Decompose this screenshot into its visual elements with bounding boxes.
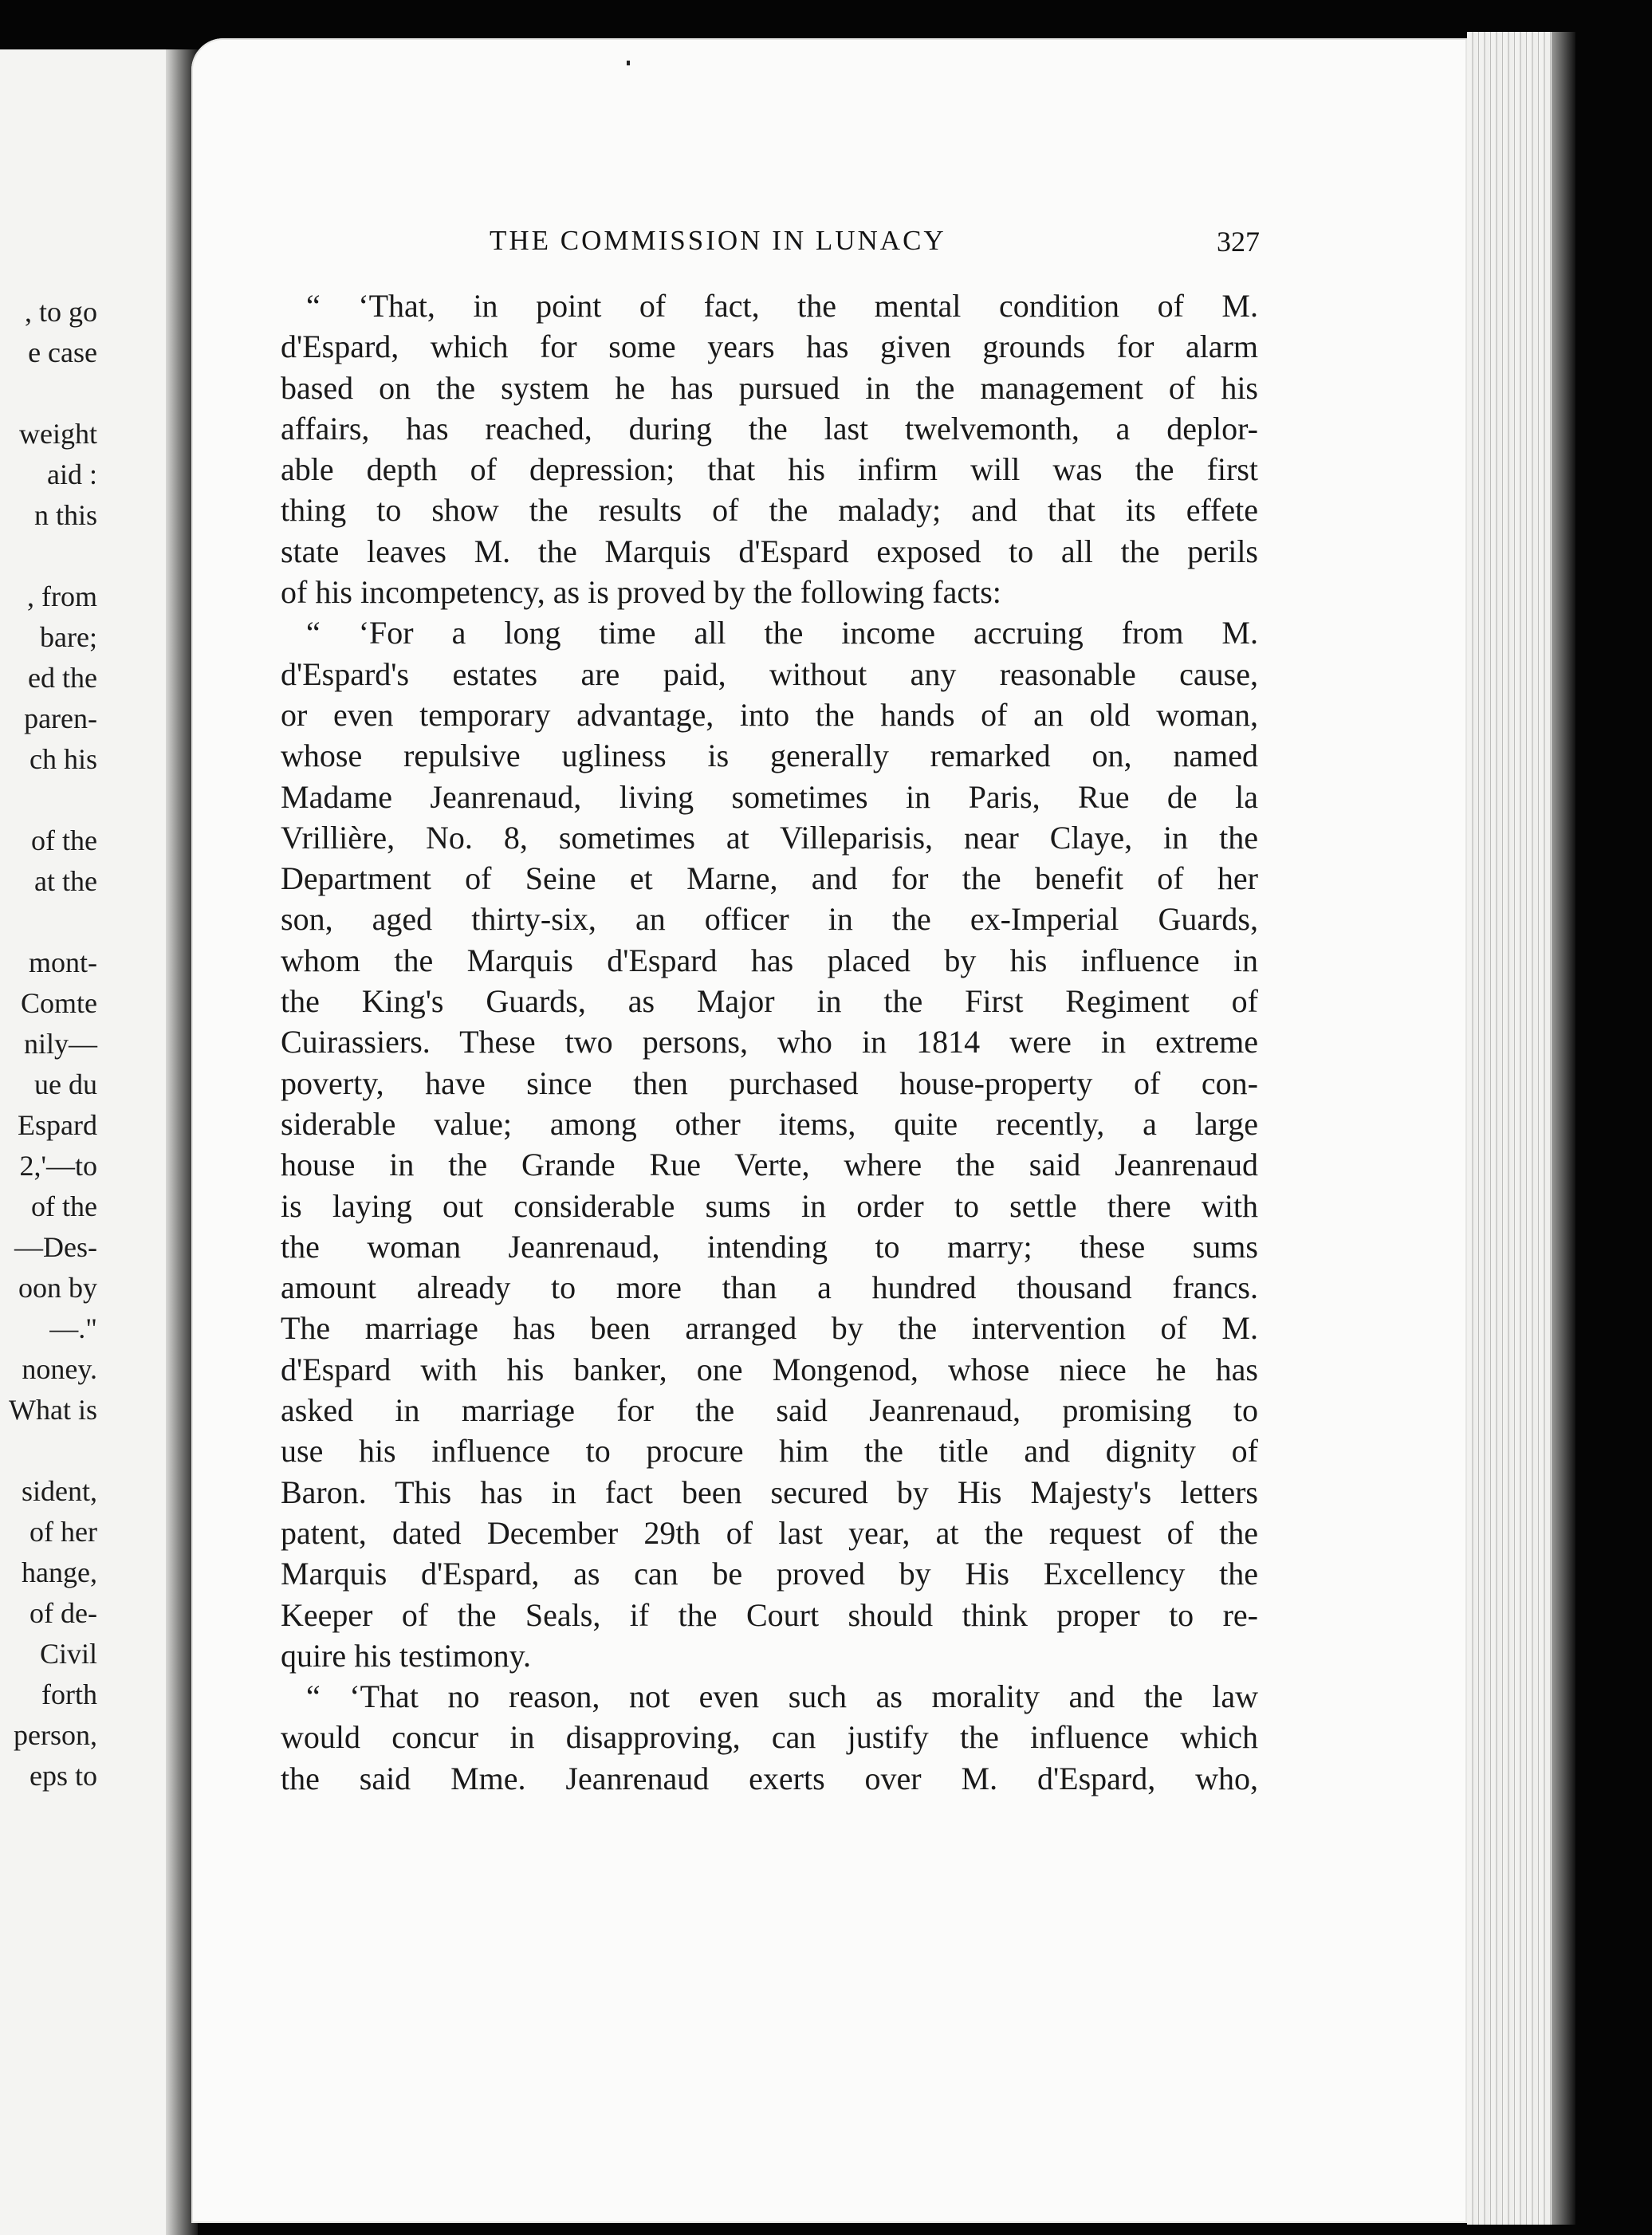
facing-line: , to go	[24, 296, 97, 328]
text-line: d'Espard with his banker, one Mongenod, whose niece he has	[281, 1351, 1258, 1387]
facing-page-left	[0, 49, 177, 2235]
text-line: whose repulsive ugliness is generally remarked on, named	[281, 738, 1258, 774]
facing-line: ue du	[34, 1068, 97, 1100]
facing-line: at the	[34, 865, 97, 897]
text-line: Keeper of the Seals, if the Court should think proper to re-	[281, 1596, 1258, 1633]
text-line: the woman Jeanrenaud, intending to marry; these sums	[281, 1228, 1258, 1265]
facing-line: ed the	[28, 662, 97, 694]
text-line: house in the Grande Rue Verte, where the said Jeanrenaud	[281, 1147, 1258, 1183]
facing-line: of the	[31, 824, 97, 856]
text-line: the said Mme. Jeanrenaud exerts over M. d'Espard, who,	[281, 1760, 1258, 1796]
text-line: Marquis d'Espard, as can be proved by His Excellency the	[281, 1556, 1258, 1592]
text-line: Baron. This has in fact been secured by His Majesty's letters	[281, 1474, 1258, 1510]
text-line: whom the Marquis d'Espard has placed by his influence in	[281, 942, 1258, 978]
text-line: or even temporary advantage, into the hands of an old woman,	[281, 696, 1258, 733]
facing-line: e case	[28, 336, 97, 368]
facing-line: sident,	[22, 1475, 97, 1507]
facing-line: , from	[27, 580, 97, 612]
text-line: is laying out considerable sums in order to settle there with	[281, 1187, 1258, 1224]
text-line: “ ‘For a long time all the income accruing from M.	[306, 615, 1258, 651]
facing-line: of her	[30, 1516, 97, 1548]
text-line: based on the system he has pursued in the management of his	[281, 369, 1258, 406]
text-line: Department of Seine et Marne, and for the benefit of her	[281, 860, 1258, 897]
text-line: The marriage has been arranged by the intervention of M.	[281, 1310, 1258, 1347]
text-line: the King's Guards, as Major in the First Regiment of	[281, 983, 1258, 1020]
body-text	[281, 285, 1258, 1799]
facing-line: bare;	[40, 621, 97, 653]
text-line: quire his testimony.	[281, 1637, 532, 1674]
page-number: 327	[1217, 226, 1260, 258]
text-line: Cuirassiers. These two persons, who in 1814 were in extreme	[281, 1024, 1258, 1060]
facing-line: Comte	[21, 987, 97, 1019]
text-line: son, aged thirty-six, an officer in the ex-Imperial Guards,	[281, 901, 1258, 938]
facing-line: person,	[14, 1719, 97, 1751]
text-line: affairs, has reached, during the last twelvemonth, a deplor-	[281, 410, 1258, 447]
facing-line: oon by	[18, 1272, 97, 1304]
facing-line: aid :	[47, 458, 97, 490]
facing-line: paren-	[24, 702, 97, 734]
text-line: Vrillière, No. 8, sometimes at Villeparisis, near Claye, in the	[281, 819, 1258, 856]
facing-line: ch his	[30, 743, 97, 775]
facing-line: of de-	[30, 1597, 97, 1629]
text-line: siderable value; among other items, quite recently, a large	[281, 1105, 1258, 1142]
facing-line: hange,	[22, 1556, 97, 1588]
text-line: state leaves M. the Marquis d'Espard exposed to all the perils	[281, 533, 1258, 569]
facing-line: What is	[9, 1394, 97, 1426]
text-line: amount already to more than a hundred thousand francs.	[281, 1269, 1258, 1306]
text-line: able depth of depression; that his infirm will was the first	[281, 451, 1258, 488]
text-line: poverty, have since then purchased house-property of con-	[281, 1064, 1258, 1101]
page-stack-shadow	[1552, 32, 1575, 2225]
facing-line: forth	[41, 1678, 97, 1710]
facing-line: mont-	[29, 946, 97, 978]
text-line: d'Espard, which for some years has given grounds for alarm	[281, 329, 1258, 365]
text-line: d'Espard's estates are paid, without any reasonable cause,	[281, 655, 1258, 692]
text-line: “ ‘That, in point of fact, the mental condition of M.	[306, 288, 1258, 324]
text-line: of his incompetency, as is proved by the following facts:	[281, 574, 1001, 611]
text-line: asked in marriage for the said Jeanrenaud, promising to	[281, 1392, 1258, 1429]
facing-line: of the	[31, 1190, 97, 1222]
facing-line: eps to	[30, 1760, 97, 1792]
facing-line: —Des-	[14, 1231, 97, 1263]
text-line: use his influence to procure him the title and dignity of	[281, 1433, 1258, 1470]
text-line: Madame Jeanrenaud, living sometimes in Paris, Rue de la	[281, 778, 1258, 815]
facing-line: noney.	[22, 1353, 97, 1385]
facing-line: —."	[49, 1312, 97, 1344]
text-line: would concur in disapproving, can justify the influence which	[281, 1719, 1258, 1756]
facing-line: 2,'—to	[19, 1150, 97, 1182]
page-stack-edges	[1467, 32, 1563, 2225]
facing-line: weight	[19, 418, 97, 450]
facing-line: n this	[33, 499, 97, 531]
running-title: THE COMMISSION IN LUNACY	[490, 225, 946, 256]
dust-speck	[627, 61, 630, 65]
text-line: patent, dated December 29th of last year, at the request of the	[281, 1514, 1258, 1551]
text-line: thing to show the results of the malady; and that its effete	[281, 492, 1258, 529]
facing-line: nily—	[23, 1028, 97, 1060]
text-line: “ ‘That no reason, not even such as morality and the law	[306, 1678, 1258, 1715]
facing-line: Civil	[39, 1638, 97, 1670]
running-header	[490, 225, 1260, 265]
facing-line: Espard	[18, 1109, 97, 1141]
